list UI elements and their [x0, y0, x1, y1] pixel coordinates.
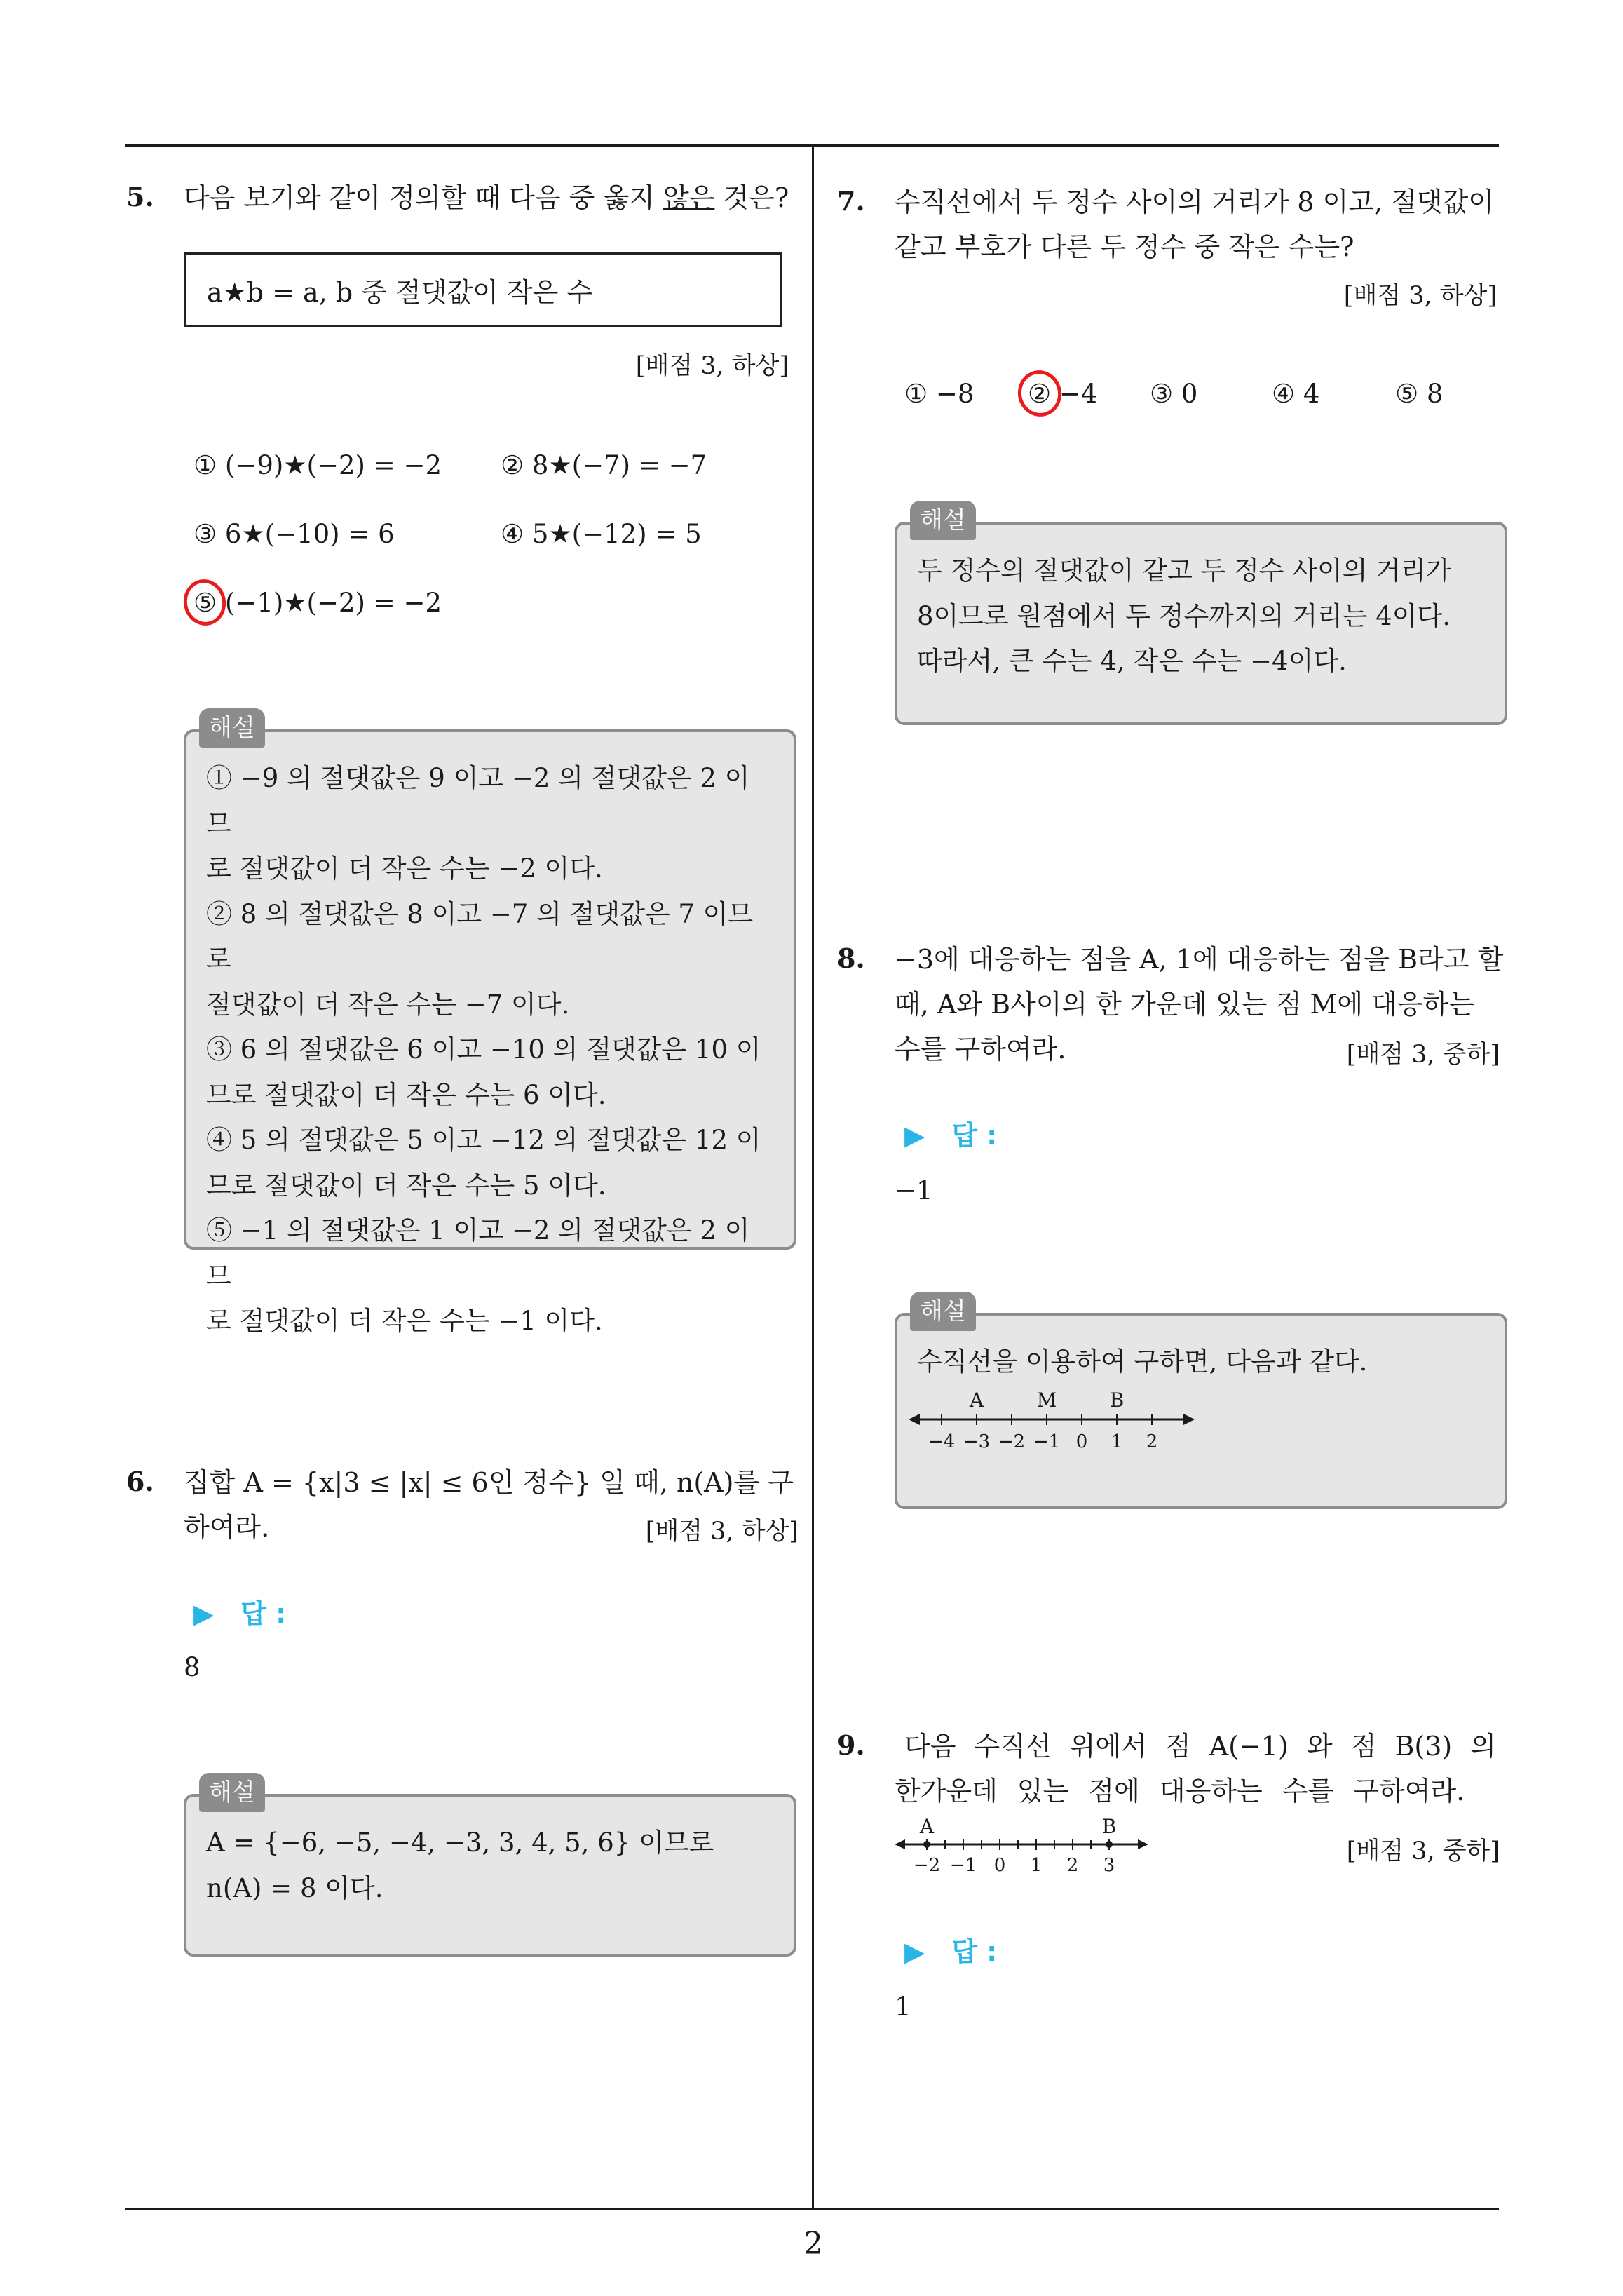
- q9-nl-tick-label: 1: [1030, 1855, 1043, 1876]
- q7-answer-mark-icon: [1014, 366, 1066, 420]
- q8-text-line-1: −3에 대응하는 점을 A, 1에 대응하는 점을 B라고 할: [895, 944, 1504, 975]
- q5-explanation-line-9: ⑤ −1 의 절댓값은 1 이고 −2 의 절댓값은 2 이므: [206, 1215, 750, 1291]
- q8-number: 8.: [837, 943, 865, 974]
- page-number: 2: [803, 2226, 823, 2262]
- q5-choice-2[interactable]: ② 8★(−7) = −7: [501, 450, 707, 480]
- q9-nl-tick-label: 2: [1066, 1855, 1079, 1876]
- q6-explanation-tag: 해설: [199, 1773, 265, 1812]
- q8-nl-tick-label: 1: [1111, 1431, 1123, 1452]
- q9-answer-label: [904, 1930, 997, 1969]
- q8-text-line-2: 때, A와 B사이의 한 가운데 있는 점 M에 대응하는: [895, 989, 1475, 1020]
- q5-explanation-line-2: 로 절댓값이 더 작은 수는 −2 이다.: [206, 853, 603, 884]
- q5-choice-5[interactable]: ⑤ (−1)★(−2) = −2: [193, 588, 442, 618]
- q9-nl-point-a: [923, 1841, 930, 1848]
- q7-choice-3[interactable]: ③ 0: [1150, 379, 1198, 409]
- q8-number-line: [909, 1389, 1203, 1459]
- q8-nl-tick-label: 2: [1146, 1431, 1158, 1452]
- q7-explanation-line-3: 따라서, 큰 수는 4, 작은 수는 −4이다.: [917, 646, 1347, 676]
- q6-answer-label: [193, 1592, 286, 1630]
- q7-explanation-tag: 해설: [910, 501, 976, 540]
- q8-explanation-box: [895, 1297, 1507, 1509]
- q5-text-before: 다음 보기와 같이 정의할 때 다음 중 옳지: [184, 182, 663, 213]
- q5-explanation-tag: 해설: [199, 708, 265, 748]
- q9-answer-value: 1: [895, 1992, 911, 2022]
- q5-explanation-line-3: ② 8 의 절댓값은 8 이고 −7 의 절댓값은 7 이므로: [206, 898, 754, 974]
- q8-answer-arrow-icon: ▶: [904, 1120, 925, 1151]
- q7-choice-1[interactable]: ① −8: [904, 379, 975, 409]
- q6-explanation-box: [184, 1778, 796, 1957]
- q9-text-line-2: 한가운데 있는 점에 대응하는 수를 구하여라.: [895, 1776, 1465, 1807]
- q6-explanation-line-2: n(A) = 8 이다.: [206, 1872, 383, 1903]
- q5-question: [184, 175, 789, 220]
- q9-text-line-1: 다음 수직선 위에서 점 A(−1) 와 점 B(3) 의: [904, 1731, 1496, 1762]
- q8-explanation-tag: 해설: [910, 1292, 976, 1331]
- q5-choice-3[interactable]: ③ 6★(−10) = 6: [193, 519, 395, 549]
- q7-number: 7.: [837, 185, 865, 217]
- column-divider: [812, 144, 814, 2209]
- q9-nl-left-arrow-icon: [895, 1839, 905, 1849]
- q5-explanation-line-4: 절댓값이 더 작은 수는 −7 이다.: [206, 989, 570, 1020]
- q9-meta: [배점 3, 중하]: [1346, 1837, 1500, 1865]
- q6-text-line-1: 집합 A = {x|3 ≤ |x| ≤ 6인 정수} 일 때, n(A)를 구: [184, 1467, 794, 1498]
- q9-nl-point-label-b: B: [1101, 1815, 1117, 1838]
- q9-answer-arrow-icon: ▶: [904, 1936, 925, 1967]
- q8-nl-left-arrow-icon: [909, 1414, 920, 1425]
- q6-explanation-line-1: A = {−6, −5, −4, −3, 3, 4, 5, 6} 이므로: [206, 1828, 714, 1858]
- q8-meta: [배점 3, 중하]: [1346, 1041, 1500, 1069]
- q7-explanation-box: [895, 506, 1507, 725]
- q6-number: 6.: [126, 1466, 154, 1497]
- q9-number: 9.: [837, 1729, 865, 1761]
- q5-choice-1[interactable]: ① (−9)★(−2) = −2: [193, 450, 442, 480]
- q5-definition: a★b = a, b 중 절댓값이 작은 수: [207, 276, 593, 308]
- bottom-rule: [125, 2208, 1499, 2210]
- q6-answer-value: 8: [184, 1652, 201, 1682]
- q9-nl-point-b: [1106, 1841, 1113, 1848]
- q8-answer-value: −1: [895, 1175, 933, 1206]
- q7-text-line-1: 수직선에서 두 정수 사이의 거리가 8 이고, 절댓값이: [895, 187, 1494, 217]
- q8-nl-tick-label: −1: [1033, 1431, 1061, 1452]
- q9-nl-tick-label: −2: [913, 1855, 941, 1876]
- q7-meta: [배점 3, 하상]: [1343, 282, 1497, 310]
- q8-nl-tick-label: 0: [1075, 1431, 1088, 1452]
- q5-explanation-line-5: ③ 6 의 절댓값은 6 이고 −10 의 절댓값은 10 이: [206, 1034, 761, 1065]
- q8-text-line-3: 수를 구하여라.: [895, 1034, 1066, 1065]
- q5-explanation-line-8: 므로 절댓값이 더 작은 수는 5 이다.: [206, 1170, 606, 1201]
- q9-number-line: [895, 1816, 1154, 1879]
- q5-definition-box: [184, 252, 782, 327]
- q6-meta: [배점 3, 하상]: [645, 1518, 799, 1546]
- q7-choice-5[interactable]: ⑤ 8: [1395, 379, 1444, 409]
- q8-answer-label: [904, 1114, 997, 1152]
- q5-explanation-line-10: 로 절댓값이 더 작은 수는 −1 이다.: [206, 1306, 603, 1336]
- q8-answer-label-text: 답 :: [951, 1120, 998, 1151]
- q8-nl-point-label-m: M: [1036, 1389, 1057, 1412]
- q7-text-line-2: 같고 부호가 다른 두 정수 중 작은 수는?: [895, 231, 1354, 262]
- q9-nl-tick-label: −1: [949, 1855, 977, 1876]
- q7-explanation-line-2: 8이므로 원점에서 두 정수까지의 거리는 4이다.: [917, 600, 1451, 631]
- q5-choice-4[interactable]: ④ 5★(−12) = 5: [501, 519, 702, 549]
- q8-nl-right-arrow-icon: [1183, 1414, 1195, 1425]
- q5-explanation-line-7: ④ 5 의 절댓값은 5 이고 −12 의 절댓값은 12 이: [206, 1125, 761, 1155]
- q8-nl-tick-label: −2: [998, 1431, 1026, 1452]
- q7-choice-4[interactable]: ④ 4: [1272, 379, 1320, 409]
- q5-explanation-line-1: ① −9 의 절댓값은 9 이고 −2 의 절댓값은 2 이므: [206, 763, 750, 839]
- q5-text-after: 것은?: [714, 182, 789, 213]
- q8-nl-point-label-b: B: [1109, 1389, 1125, 1412]
- q9-nl-right-arrow-icon: [1138, 1839, 1148, 1849]
- q5-answer-mark-icon: [179, 575, 230, 629]
- q6-answer-label-text: 답 :: [240, 1598, 287, 1629]
- q8-nl-point-label-a: A: [969, 1389, 984, 1412]
- q7-choice-2[interactable]: ② −4: [1028, 379, 1098, 409]
- q8-nl-tick-label: −4: [928, 1431, 956, 1452]
- q5-explanation-box: [184, 714, 796, 1336]
- q6-answer-arrow-icon: ▶: [193, 1598, 215, 1629]
- q8-explanation-line: 수직선을 이용하여 구하면, 다음과 같다.: [917, 1346, 1368, 1377]
- q5-text-underlined: 않은: [663, 182, 715, 213]
- q9-answer-label-text: 답 :: [951, 1936, 998, 1967]
- q7-explanation-line-1: 두 정수의 절댓값이 같고 두 정수 사이의 거리가: [917, 555, 1451, 586]
- q5-number: 5.: [126, 181, 154, 212]
- q5-meta: [배점 3, 하상]: [635, 352, 789, 380]
- q8-nl-tick-label: −3: [963, 1431, 991, 1452]
- q5-explanation-line-6: 므로 절댓값이 더 작은 수는 6 이다.: [206, 1079, 606, 1110]
- q9-nl-point-label-a: A: [919, 1815, 935, 1838]
- q9-nl-tick-label: 3: [1103, 1855, 1115, 1876]
- q9-nl-tick-label: 0: [993, 1855, 1006, 1876]
- q6-text-line-2: 하여라.: [184, 1512, 270, 1543]
